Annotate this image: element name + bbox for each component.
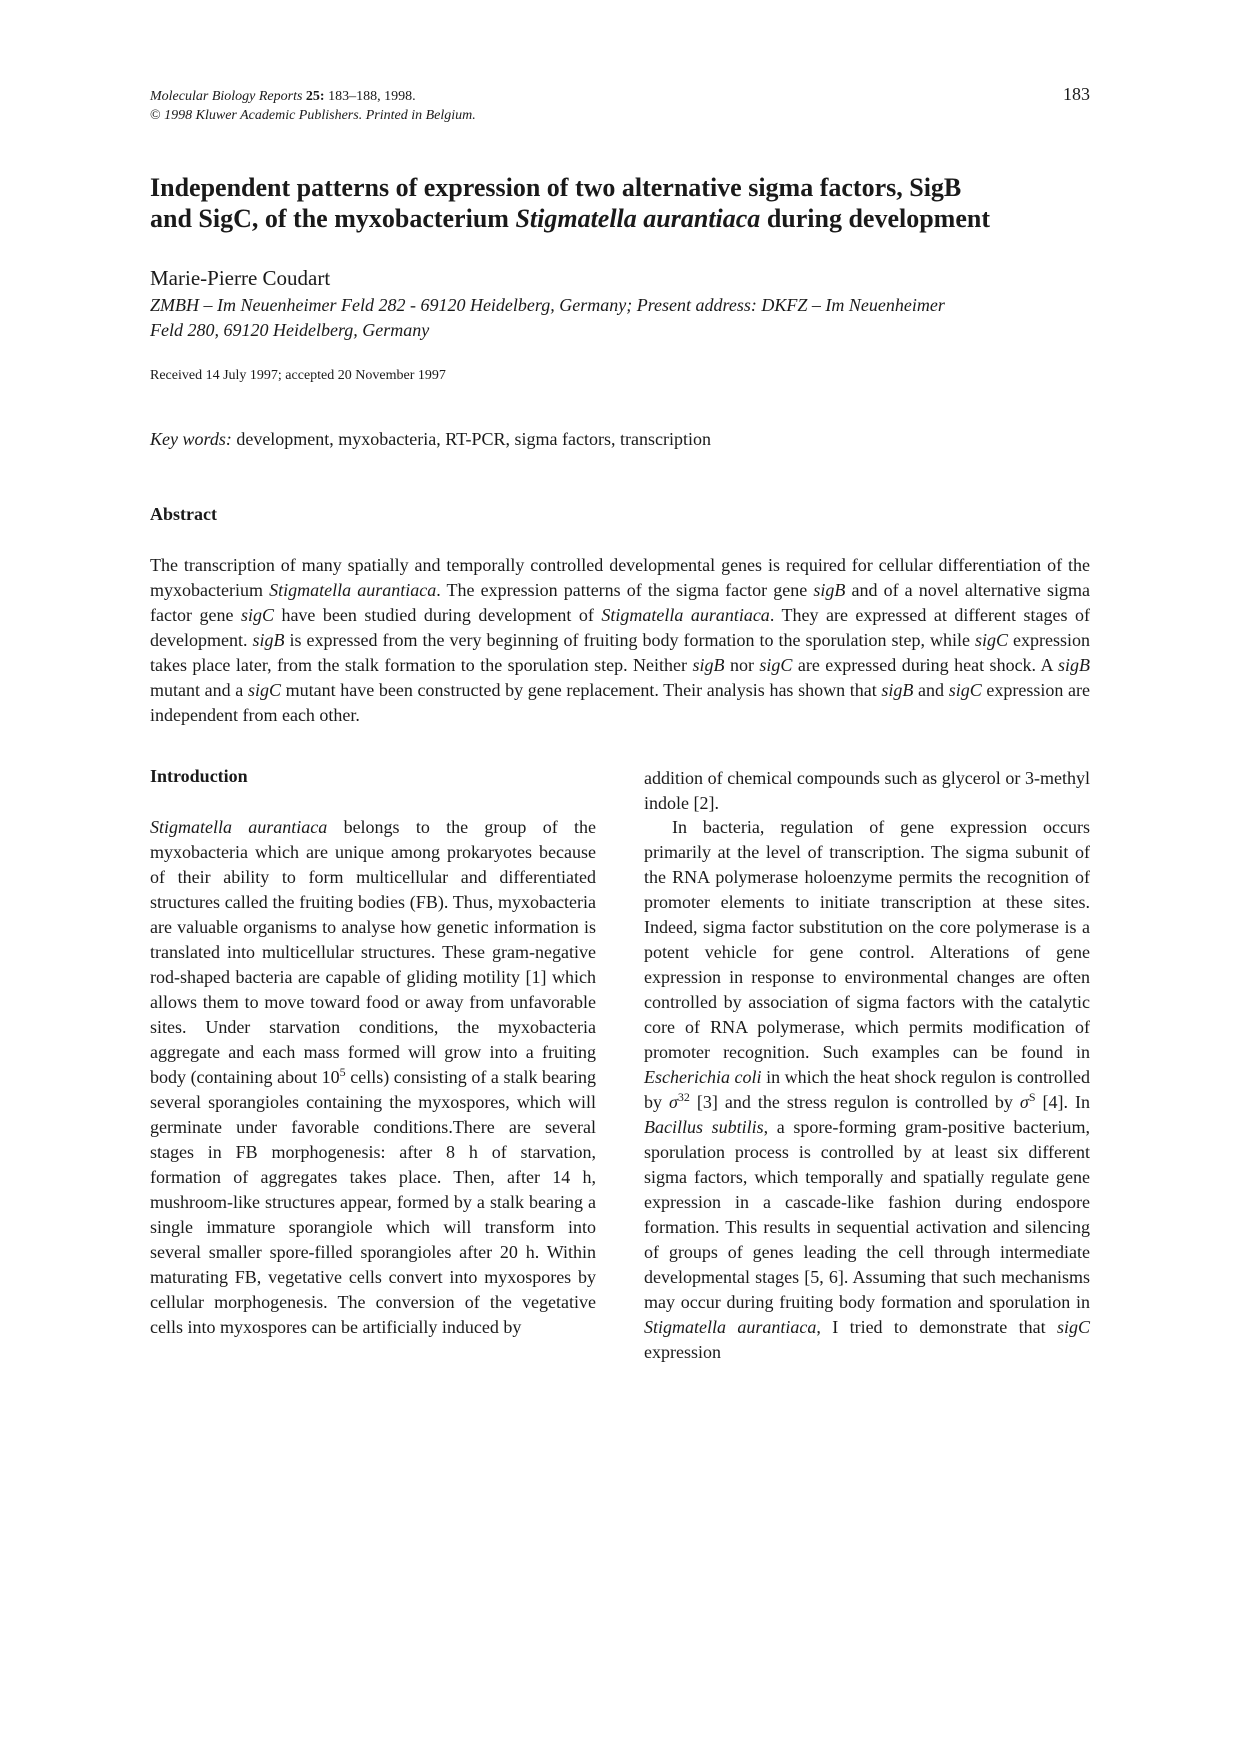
title-line-2: and SigC, of the myxobacterium Stigmatella aurantiaca during development — [150, 204, 990, 233]
keywords-text: development, myxobacteria, RT-PCR, sigma factors, transcription — [231, 429, 711, 449]
keywords — [150, 429, 711, 450]
author-name: Marie-Pierre Coudart — [150, 266, 331, 290]
keywords-label: Key words: — [150, 429, 232, 449]
author-affiliation — [150, 293, 945, 343]
journal-volume: 25: — [305, 89, 325, 104]
copyright-text: 1998 Kluwer Academic Publishers. Printed in Belgium. — [160, 108, 476, 123]
journal-citation — [150, 88, 416, 106]
introduction-left-paragraph: Stigmatella aurantiaca belongs to the group of the myxobacteria which are unique among prokaryotes because of their ability to form multicellular and differentiated structures called the fruiting bodies (FB). Thus, myxobacteria are valuable organisms to analyse how genetic information is translated into multicellular structures. These gram-negative rod-shaped bacteria are capable of gliding motility [1] which allows them to move toward food or away from unfavorable sites. Under starvation conditions, the myxobacteria aggregate and each mass formed will grow into a fruiting body (containing about $10^5$ cells) consisting of a stalk bearing several sporangioles containing the myxospores, which will germinate under favorable conditions.There are several stages in FB morphogenesis: after 8 h of starvation, formation of aggregates takes place. Then, after 14 h, mushroom-like structures appear, formed by a stalk bearing a single immature sporangiole which will transform into several smaller spore-filled sporangioles after 20 h. Within maturating FB, vegetative cells convert into myxospores by cellular morphogenesis. The conversion of the vegetative cells into myxospores can be artificially induced by — [150, 817, 597, 1337]
affiliation-line-2: Feld 280, 69120 Heidelberg, Germany — [150, 320, 430, 340]
copyright-line — [150, 107, 476, 125]
introduction-heading: Introduction — [150, 766, 248, 786]
copyright-symbol: © — [150, 108, 161, 123]
title-line-1: Independent patterns of expression of two alternative sigma factors, SigB — [150, 173, 962, 202]
journal-name: Molecular Biology Reports — [150, 89, 303, 104]
abstract-heading: Abstract — [150, 504, 217, 524]
page-number: 183 — [1063, 84, 1090, 104]
journal-pages-year: 183–188, 1998. — [324, 89, 416, 104]
abstract-body: The transcription of many spatially and temporally controlled developmental genes is required for cellular differentiation of the myxobacterium Stigmatella aurantiaca. The expression patterns of the sigma factor gene sigB and of a novel alternative sigma factor gene sigC have been studied during development of Stigmatella aurantiaca. They are expressed at different stages of development. sigB is expressed from the very beginning of fruiting body formation to the sporulation step, while sigC expression takes place later, from the stalk formation to the sporulation step. Neither sigB nor sigC are expressed during heat shock. A sigB mutant and a sigC mutant have been constructed by gene replacement. Their analysis has shown that sigB and sigC expression are independent from each other. — [150, 555, 1090, 725]
title-species: Stigmatella aurantiaca — [515, 204, 761, 233]
received-dates: Received 14 July 1997; accepted 20 November 1997 — [150, 368, 446, 383]
introduction-right-paragraph-1: addition of chemical compounds such as glycerol or 3-methyl indole [2]. — [644, 768, 1090, 813]
introduction-right-paragraph-2: In bacteria, regulation of gene expression occurs primarily at the level of transcription. The sigma subunit of the RNA polymerase holoenzyme permits the recognition of promoter elements to initiate transcription at these sites. Indeed, sigma factor substitution on the core polymerase is a potent vehicle for gene control. Alterations of gene expression in response to environmental changes are often controlled by association of sigma factors with the catalytic core of RNA polymerase, which permits modification of promoter recognition. Such examples can be found in Escherichia coli in which the heat shock regulon is controlled by $\sigma^{32}$ [3] and the stress regulon is controlled by $\sigma^S$ [4]. In Bacillus subtilis, a spore-forming gram-positive bacterium, sporulation process is controlled by at least six different sigma factors, which temporally and spatially regulate gene expression in a cascade-like fashion during endospore formation. This results in sequential activation and silencing of groups of genes leading the cell through intermediate developmental stages [5, 6]. Assuming that such mechanisms may occur during fruiting body formation and sporulation in Stigmatella aurantiaca, I tried to demonstrate that sigC expression — [644, 817, 1091, 1362]
article-title — [150, 172, 1090, 234]
affiliation-line-1: ZMBH – Im Neuenheimer Feld 282 - 69120 Heidelberg, Germany; Present address: DKFZ – Im Neuenheimer — [150, 295, 945, 315]
